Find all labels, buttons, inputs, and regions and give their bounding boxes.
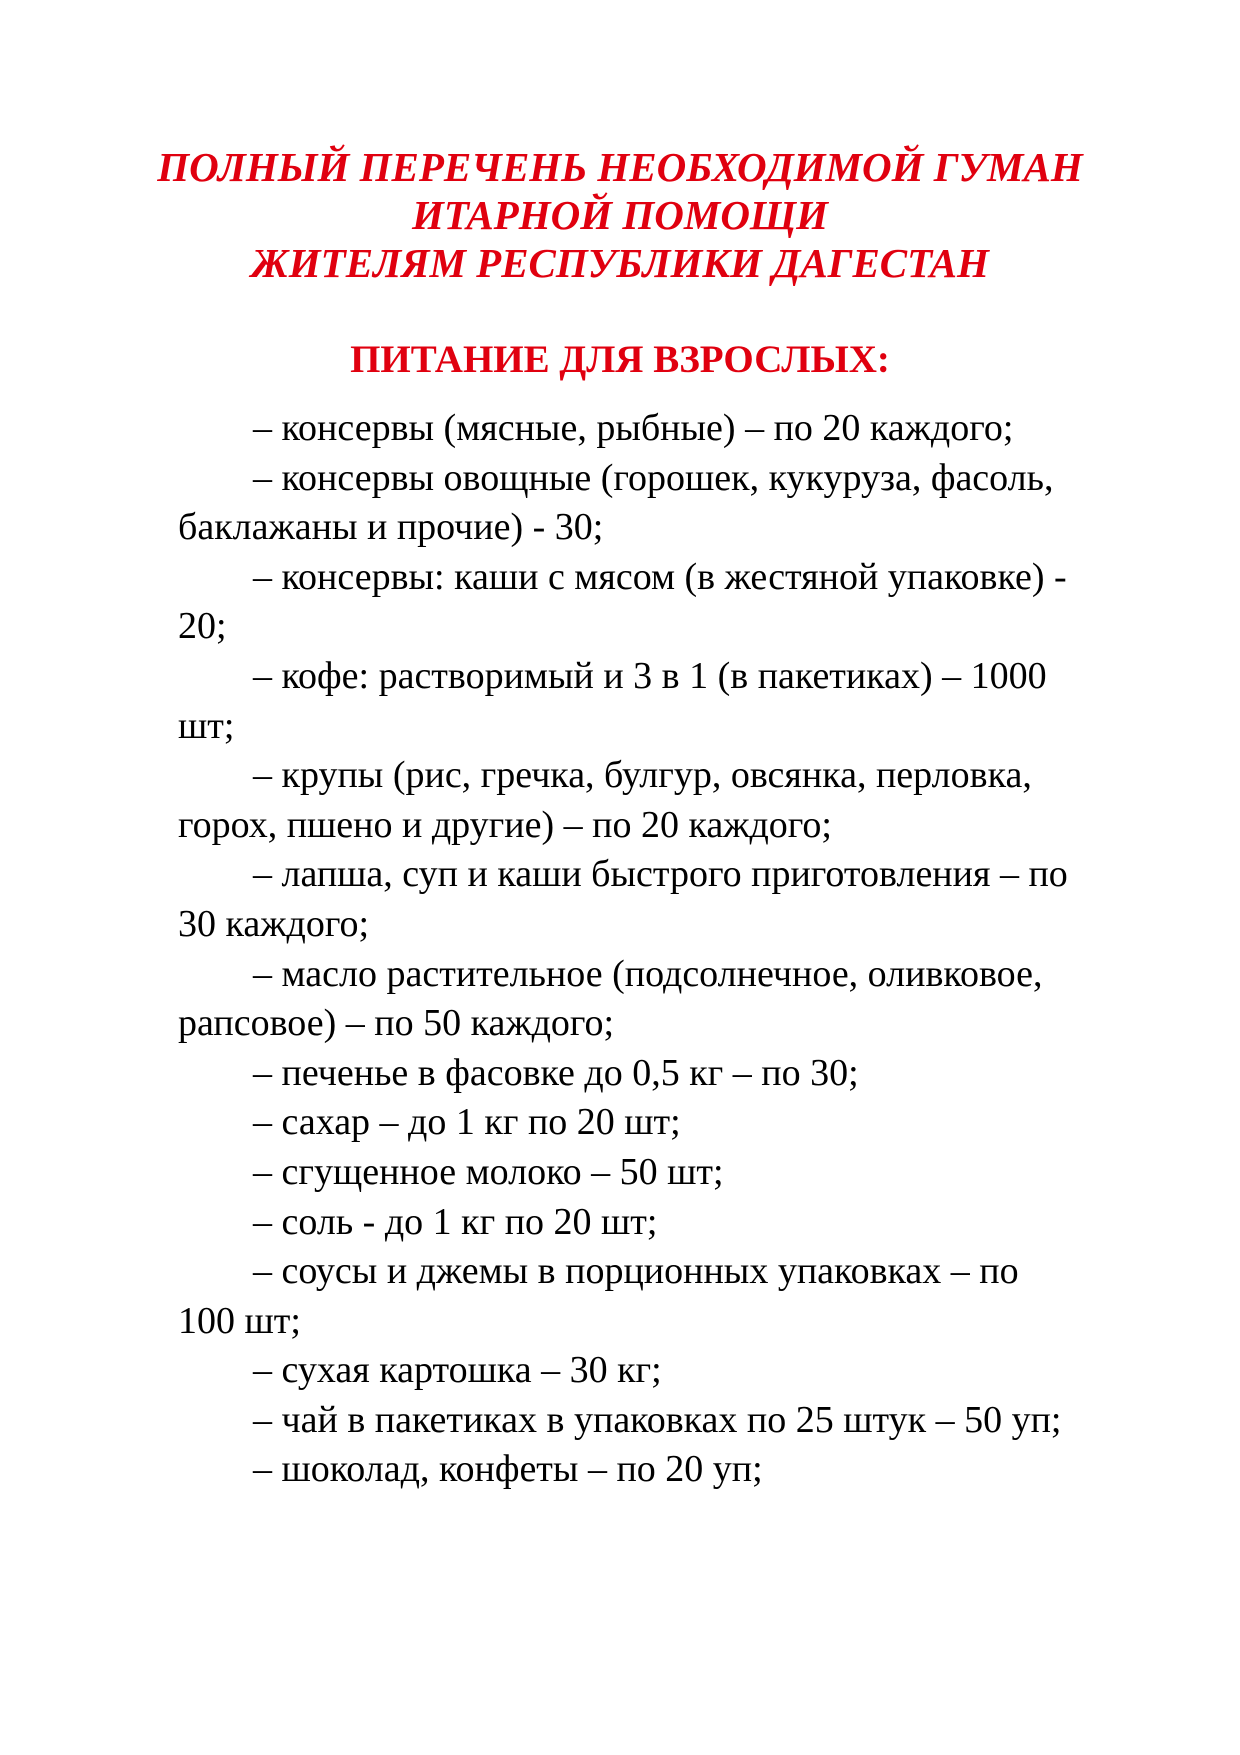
list-item: [178, 1198, 1158, 1248]
item-text: – лапша, суп и каши быстрого приготовления – по: [253, 853, 1068, 896]
item-text: – шоколад, конфеты – по 20 уп;: [253, 1448, 763, 1491]
list-item: [178, 1445, 1158, 1495]
list-item: [178, 404, 1158, 454]
item-text: – консервы (мясные, рыбные) – по 20 каждого;: [253, 407, 1014, 449]
list-item: [178, 1346, 1158, 1396]
title-line-3: ЖИТЕЛЯМ РЕСПУБЛИКИ ДАГЕСТАН: [251, 240, 989, 286]
item-list: [178, 404, 1158, 1495]
item-text-continued: 30 каждого;: [178, 902, 370, 945]
list-item: [178, 1396, 1158, 1446]
item-text: – сахар – до 1 кг по 20 шт;: [253, 1101, 681, 1144]
title-line-2: ИТАРНОЙ ПОМОЩИ: [411, 192, 828, 238]
item-text-continued: 20;: [178, 605, 227, 648]
item-text: – крупы (рис, гречка, булгур, овсянка, перловка,: [253, 754, 1032, 797]
list-item: [178, 652, 1158, 751]
section-heading: ПИТАНИЕ ДЛЯ ВЗРОСЛЫХ:: [350, 338, 890, 381]
item-text: – печенье в фасовке до 0,5 кг – по 30;: [253, 1051, 859, 1094]
list-item: [178, 850, 1158, 949]
list-item: [178, 1098, 1158, 1148]
list-item: [178, 1247, 1158, 1346]
document-title: [150, 143, 1090, 287]
item-text: – чай в пакетиках в упаковках по 25 штук – 50 уп;: [253, 1398, 1062, 1441]
item-text-continued: шт;: [178, 704, 235, 747]
item-text-continued: баклажаны и прочие) - 30;: [178, 506, 604, 549]
item-text-continued: 100 шт;: [178, 1299, 301, 1342]
item-text: – кофе: растворимый и 3 в 1 (в пакетиках) – 1000: [253, 654, 1047, 697]
item-text-continued: горох, пшено и другие) – по 20 каждого;: [178, 803, 832, 846]
item-text: – масло растительное (подсолнечное, оливковое,: [253, 952, 1043, 995]
item-text: – соль - до 1 кг по 20 шт;: [253, 1200, 658, 1243]
title-line-1: ПОЛНЫЙ ПЕРЕЧЕНЬ НЕОБХОДИМОЙ ГУМАН: [157, 144, 1083, 190]
item-text: – сгущенное молоко – 50 шт;: [253, 1150, 724, 1193]
list-item: [178, 950, 1158, 1049]
item-text: – соусы и джемы в порционных упаковках – по: [253, 1250, 1019, 1293]
item-text: – консервы: каши с мясом (в жестяной упаковке) -: [253, 555, 1067, 598]
item-text: – сухая картошка – 30 кг;: [253, 1349, 662, 1392]
list-item: [178, 454, 1158, 553]
list-item: [178, 1049, 1158, 1099]
list-item: [178, 1148, 1158, 1198]
list-item: [178, 751, 1158, 850]
list-item: [178, 553, 1158, 652]
item-text-continued: рапсовое) – по 50 каждого;: [178, 1002, 615, 1045]
item-text: – консервы овощные (горошек, кукуруза, фасоль,: [253, 456, 1054, 499]
